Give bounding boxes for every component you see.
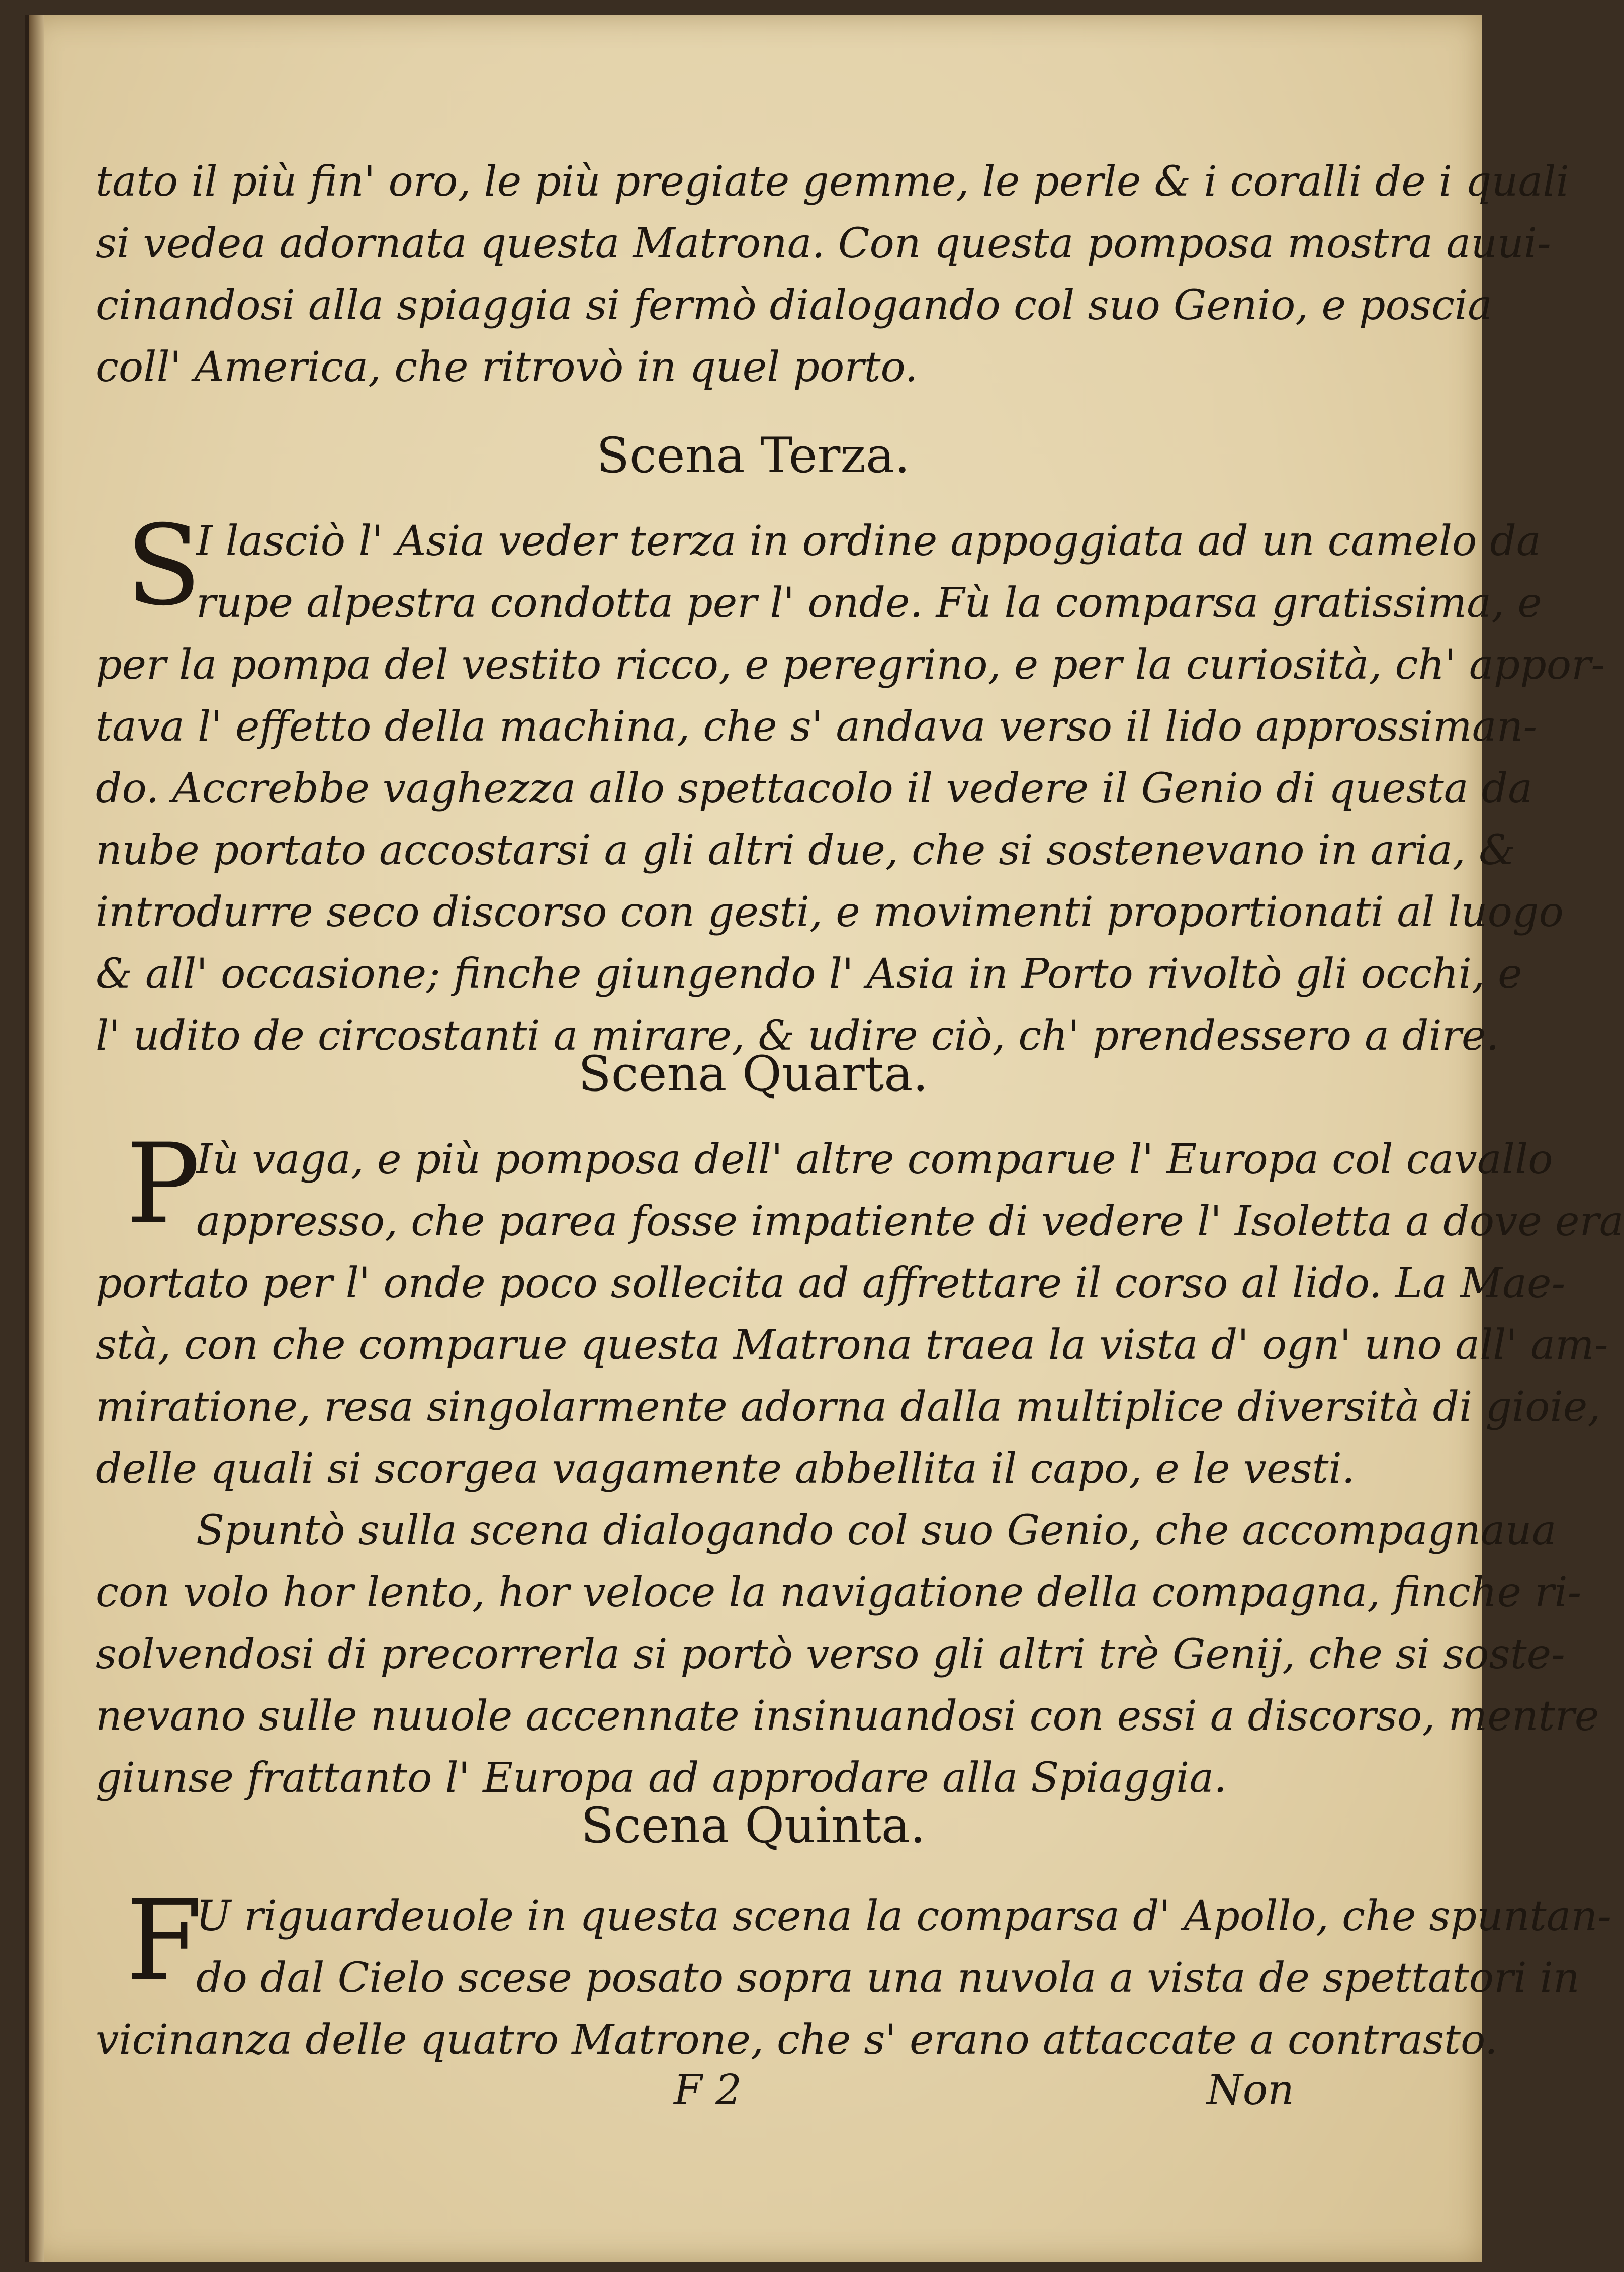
intro-paragraph	[96, 151, 1569, 398]
text-line: stà, con che comparue questa Matrona traea la vista d' ogn' uno all' am-	[96, 1321, 1608, 1369]
text-line: tato il più fin' oro, le più pregiate gemme, le perle & i coralli de i quali	[96, 158, 1569, 206]
text-line: tava l' effetto della machina, che s' andava verso il lido approssiman-	[96, 703, 1538, 751]
text-line: I lasciò l' Asia veder terza in ordine appoggiata ad un camelo da	[196, 517, 1541, 565]
scene-five-paragraph	[96, 1876, 1612, 2071]
text-line: solvendosi di precorrerla si portò verso gli altri trè Genij, che si soste-	[96, 1630, 1565, 1678]
scene-five-dropcap: F	[126, 1876, 203, 2005]
text-line: l' udito de circostanti a mirare, & udire ciò, ch' prendessero a dire.	[96, 1012, 1499, 1060]
page-footer	[0, 2066, 1506, 2122]
text-line: & all' occasione; finche giungendo l' Asia in Porto rivoltò gli occhi, e	[96, 950, 1522, 998]
scene-five-heading: Scena Quinta.	[581, 1797, 926, 1854]
text-line: Spuntò sulla scena dialogando col suo Genio, che accompagnaua	[196, 1507, 1557, 1555]
scene-three-heading: Scena Terza.	[596, 427, 910, 484]
page-gutter	[29, 15, 44, 2262]
scene-four-paragraph	[96, 1120, 1624, 1809]
signature-mark: F 2	[674, 2066, 742, 2114]
text-line: cinandosi alla spiaggia si fermò dialogando col suo Genio, e poscia	[96, 282, 1493, 329]
text-line: U riguardeuole in questa scena la comparsa d' Apollo, che spuntan-	[196, 1892, 1612, 1940]
text-line: delle quali si scorgea vagamente abbellita il capo, e le vesti.	[96, 1445, 1355, 1493]
text-line: introdurre seco discorso con gesti, e movimenti proportionati al luogo	[96, 888, 1564, 936]
text-line: do dal Cielo scese posato sopra una nuvola a vista de spettatori in	[196, 1954, 1580, 2002]
scene-four-heading: Scena Quarta.	[578, 1046, 928, 1102]
text-line: per la pompa del vestito ricco, e peregrino, e per la curiosità, ch' appor-	[96, 641, 1605, 689]
text-line: miratione, resa singolarmente adorna dalla multiplice diversità di gioie,	[96, 1383, 1601, 1431]
scene-three-dropcap: S	[126, 501, 202, 630]
text-line: appresso, che parea fosse impatiente di vedere l' Isoletta a dove era	[196, 1198, 1624, 1245]
scene-three-paragraph	[96, 501, 1605, 1067]
text-line: giunse frattanto l' Europa ad approdare alla Spiaggia.	[96, 1754, 1227, 1802]
text-line: Iù vaga, e più pomposa dell' altre comparue l' Europa col cavallo	[196, 1136, 1553, 1184]
text-line: nube portato accostarsi a gli altri due, che si sostenevano in aria, &	[96, 827, 1515, 874]
text-line: con volo hor lento, hor veloce la navigatione della compagna, finche ri-	[96, 1569, 1582, 1616]
text-line: si vedea adornata questa Matrona. Con questa pomposa mostra auui-	[96, 220, 1551, 267]
text-line: coll' America, che ritrovò in quel porto.	[96, 343, 918, 391]
scene-four-dropcap: P	[126, 1120, 201, 1248]
text-line: do. Accrebbe vaghezza allo spettacolo il vedere il Genio di questa da	[96, 765, 1533, 812]
text-line: portato per l' onde poco sollecita ad affrettare il corso al lido. La Mae-	[96, 1259, 1566, 1307]
text-line: nevano sulle nuuole accennate insinuandosi con essi a discorso, mentre	[96, 1692, 1599, 1740]
catchword: Non	[1207, 2066, 1294, 2114]
text-line: vicinanza delle quatro Matrone, che s' erano attaccate a contrasto.	[96, 2016, 1498, 2064]
text-line: rupe alpestra condotta per l' onde. Fù la comparsa gratissima, e	[196, 579, 1542, 627]
